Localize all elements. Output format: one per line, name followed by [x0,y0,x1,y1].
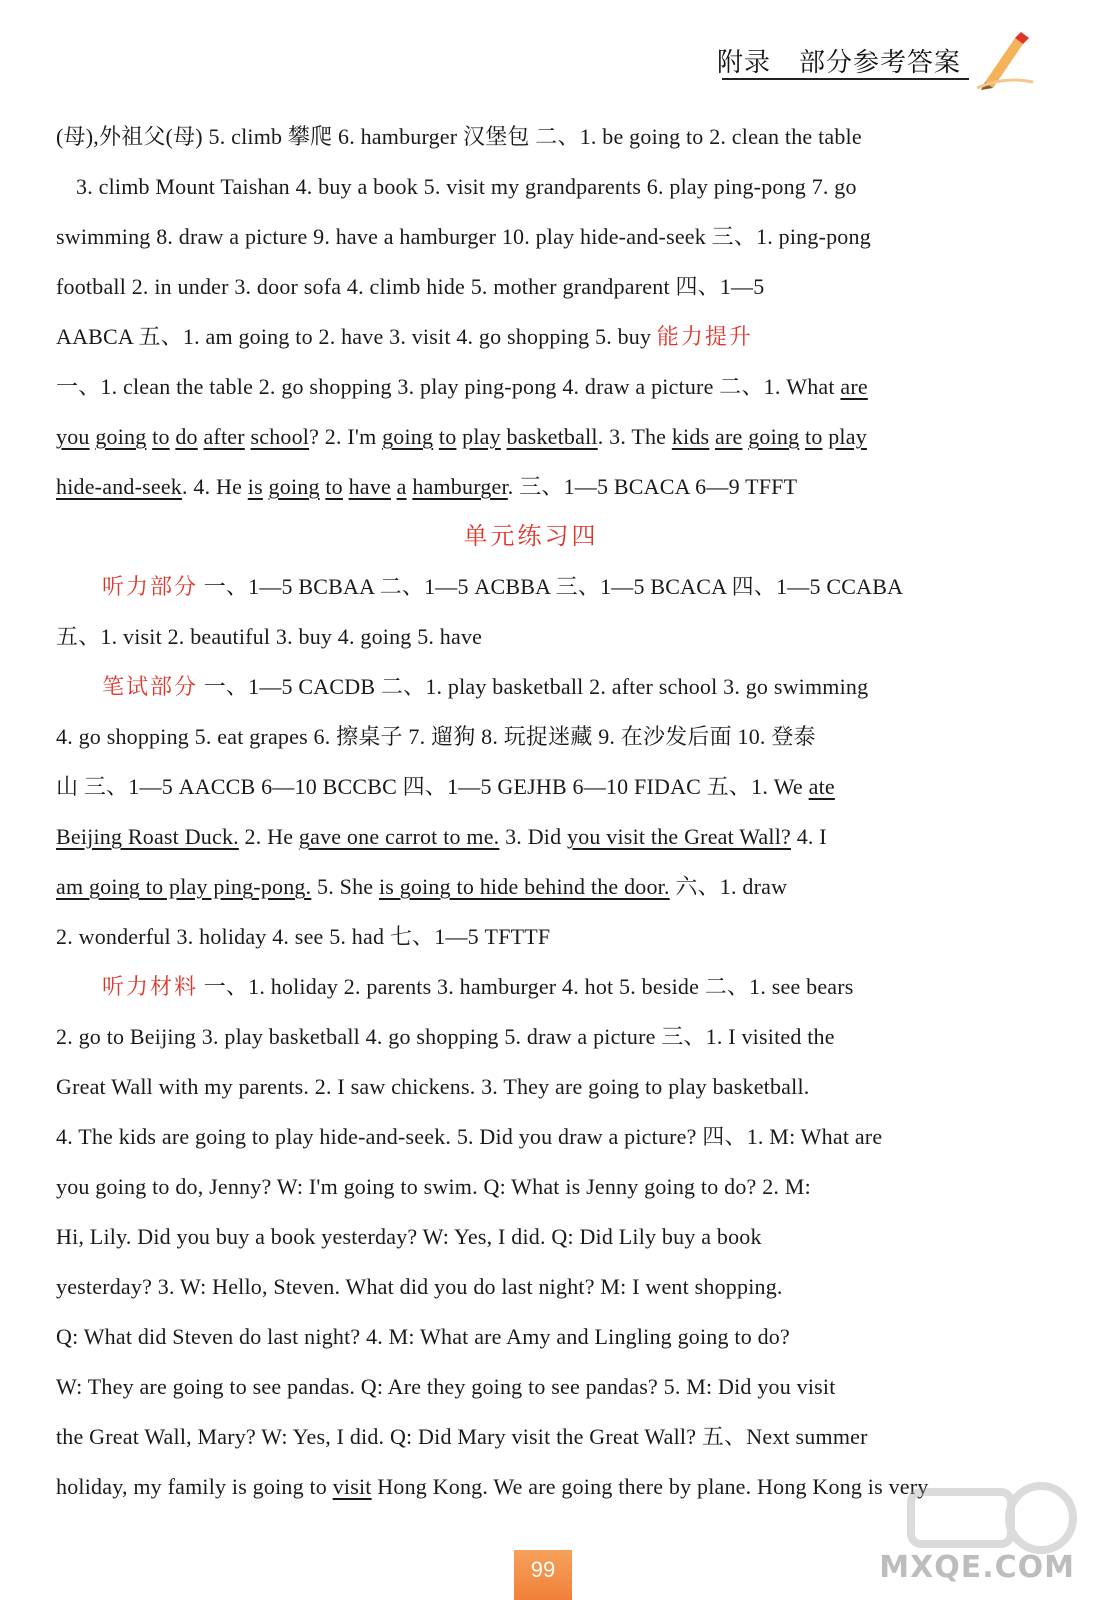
underlined-word: school [250,424,310,449]
text-line [56,662,1006,712]
underlined-phrase: gave one carrot to me. [298,824,500,849]
underlined-word: play [828,424,867,449]
text-line: 2. wonderful 3. holiday 4. see 5. had 七、1—5 TFTTF [56,924,551,949]
text-span: 3. Did [499,824,567,849]
underlined-word: are [840,374,868,399]
unit-title: 单元练习四 [463,524,599,550]
text-span: 2. He [238,824,299,849]
text-line: W: They are going to see pandas. Q: Are they going to see pandas? 5. M: Did you visit [56,1374,836,1399]
written-tag: 笔试部分 [102,674,199,699]
underlined-word: hamburger [412,474,508,499]
underlined-word: visit [332,1474,372,1499]
page-number: 99 [514,1550,572,1600]
text-line [56,412,1006,462]
text-line: Hi, Lily. Did you buy a book yesterday? W: Yes, I did. Q: Did Lily buy a book [56,1224,762,1249]
text-line: football 2. in under 3. door sofa 4. climb hide 5. mother grandparent 四、1—5 [56,274,765,299]
page-header [0,0,1101,100]
underlined-word: after [203,424,245,449]
underlined-word: a [396,474,407,499]
underlined-word: kids [671,424,710,449]
underlined-phrase: is going to hide behind the door. [378,874,670,899]
underlined-word: going [748,424,800,449]
underlined-word: going [382,424,434,449]
text-span: AABCA 五、1. am going to 2. have 3. visit 4. go shopping 5. buy [56,324,657,349]
text-line: 3. climb Mount Taishan 4. buy a book 5. visit my grandparents 6. play ping-pong 7. go [76,174,857,199]
header-subtitle: 部分参考答案 [798,48,961,77]
text-span: 4. I [791,824,827,849]
text-span: 一、1. clean the table 2. go shopping 3. play ping-pong 4. draw a picture 二、1. What [56,374,841,399]
text-line: 五、1. visit 2. beautiful 3. buy 4. going 5. have [56,624,483,649]
underlined-word: is [247,474,263,499]
underlined-word: have [348,474,391,499]
header-section: 附录 [716,48,771,77]
underlined-word: you [56,424,90,449]
text-line [56,812,1006,862]
text-line: yesterday? 3. W: Hello, Steven. What did you do last night? M: I went shopping. [56,1274,783,1299]
underlined-phrase: you visit the Great Wall? [567,824,791,849]
underlined-word: basketball [506,424,598,449]
text-span: 六、1. draw [669,874,788,899]
header-title [717,42,961,79]
text-line: 4. The kids are going to play hide-and-seek. 5. Did you draw a picture? 四、1. M: What are [56,1124,883,1149]
underlined-phrase: am going to play ping-pong. [56,874,312,899]
answer-content [56,112,1006,1512]
unit-title-line [56,512,1006,562]
underlined-word: to [438,424,457,449]
text-line: 2. go to Beijing 3. play basketball 4. go shopping 5. draw a picture 三、1. I visited the [56,1024,835,1049]
text-span: . 3. The [597,424,672,449]
text-span: . 三、1—5 BCACA 6—9 TFFT [507,474,798,499]
text-line: (母),外祖父(母) 5. climb 攀爬 6. hamburger 汉堡包 二、1. be going to 2. clean the table [56,124,862,149]
text-span: holiday, my family is going to [56,1474,333,1499]
underlined-word: going [95,424,147,449]
underlined-word: ate [808,774,835,799]
header-rule [722,78,969,80]
underlined-word: to [805,424,823,449]
text-span: 一、1. holiday 2. parents 3. hamburger 4. hot 5. beside 二、1. see bears [203,974,854,999]
underlined-word: going [268,474,320,499]
text-line [56,312,1006,362]
underlined-word: to [325,474,343,499]
text-line: the Great Wall, Mary? W: Yes, I did. Q: Did Mary visit the Great Wall? 五、Next summer [56,1424,868,1449]
text-line: Great Wall with my parents. 2. I saw chickens. 3. They are going to play basketball. [56,1074,810,1099]
text-line: swimming 8. draw a picture 9. have a hamburger 10. play hide-and-seek 三、1. ping-pong [56,224,871,249]
text-line [56,862,1006,912]
material-tag: 听力材料 [102,974,199,999]
text-line [56,562,1006,612]
text-span: . 4. He [182,474,248,499]
watermark-text: MXQE.COM [879,1550,1075,1585]
underlined-phrase: Beijing Roast Duck. [56,824,239,849]
text-line [56,462,1006,512]
pencil-icon [975,30,1035,90]
text-line [56,1462,1006,1512]
underlined-word: to [152,424,170,449]
listening-tag: 听力部分 [102,574,199,599]
text-line: you going to do, Jenny? W: I'm going to swim. Q: What is Jenny going to do? 2. M: [56,1174,811,1199]
text-span: 一、1—5 BCBAA 二、1—5 ACBBA 三、1—5 BCACA 四、1—5 CCABA [203,574,904,599]
underlined-word: hide-and-seek [56,474,182,499]
text-span: 山 三、1—5 AACCB 6—10 BCCBC 四、1—5 GEJHB 6—10 FIDAC 五、1. We [56,774,809,799]
text-line [56,962,1006,1012]
text-line: Q: What did Steven do last night? 4. M: What are Amy and Lingling going to do? [56,1324,790,1349]
text-span: 5. She [311,874,379,899]
text-span: Hong Kong. We are going there by plane. Hong Kong is very [371,1474,929,1499]
underlined-word: play [462,424,501,449]
text-span: ? 2. I'm [309,424,383,449]
text-span: 一、1—5 CACDB 二、1. play basketball 2. after school 3. go swimming [203,674,869,699]
text-line [56,762,1006,812]
text-line [56,362,1006,412]
underlined-word: are [715,424,743,449]
text-line: 4. go shopping 5. eat grapes 6. 擦桌子 7. 遛狗 8. 玩捉迷藏 9. 在沙发后面 10. 登泰 [56,724,816,749]
ability-tag: 能力提升 [656,324,753,349]
underlined-word: do [175,424,198,449]
